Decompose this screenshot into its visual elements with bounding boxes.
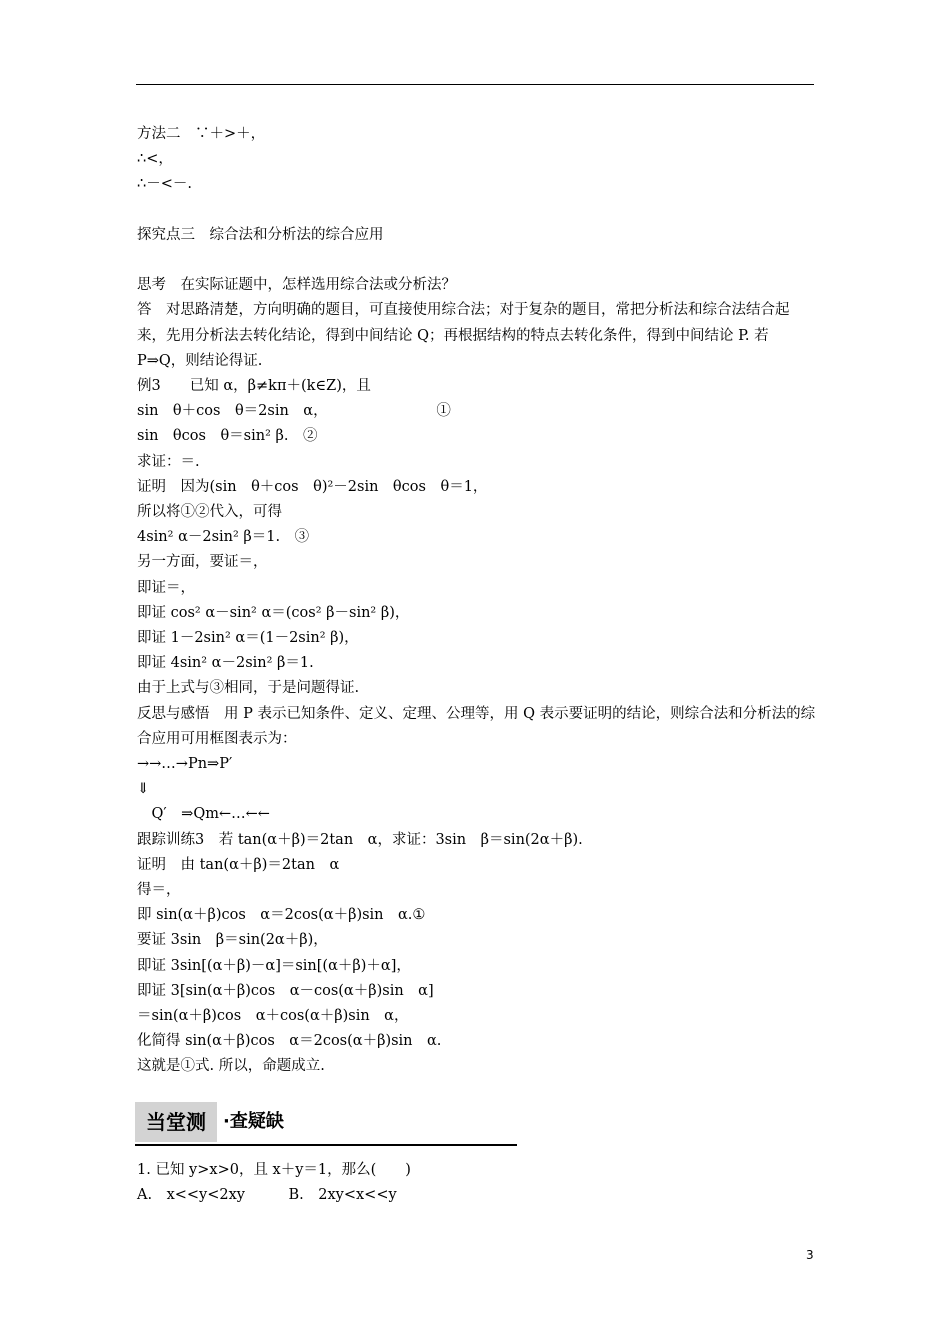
text-line: sin θcos θ＝sin² β. ② bbox=[137, 428, 318, 445]
example-3-block bbox=[137, 374, 817, 702]
text-line: ＝sin(α＋β)cos α＋cos(α＋β)sin α， bbox=[137, 1008, 409, 1025]
text-line: 要证 3sin β＝sin(2α＋β)， bbox=[137, 932, 328, 949]
text-line: sin θ＋cos θ＝2sin α， ① bbox=[137, 403, 451, 420]
text-line: 方法二 ∵＋>＋， bbox=[137, 126, 266, 142]
method-two-block bbox=[137, 122, 817, 198]
flow-diagram-line: Q′ ⇒Qm←…←← bbox=[137, 806, 270, 823]
text-line: 证明 因为(sin θ＋cos θ)²－2sin θcos θ＝1， bbox=[137, 478, 488, 495]
text-line: 即证 3[sin(α＋β)cos α－cos(α＋β)sin α] bbox=[137, 982, 434, 999]
flow-diagram-line: →→…→Pn⇒P′ bbox=[137, 756, 233, 773]
text-line: 即证 3sin[(α＋β)－α]＝sin[(α＋β)＋α]， bbox=[137, 957, 411, 974]
text-line: 即 sin(α＋β)cos α＝2cos(α＋β)sin α.① bbox=[137, 907, 426, 924]
text-line: ∴－<－. bbox=[137, 176, 192, 193]
text-line: 跟踪训练3 若 tan(α＋β)＝2tan α，求证：3sin β＝sin(2α＋β). bbox=[137, 831, 583, 848]
text-line: 所以将①②代入，可得 bbox=[137, 504, 282, 521]
text-line: 4sin² α－2sin² β＝1. ③ bbox=[137, 529, 310, 546]
section-title: 探究点三 综合法和分析法的综合应用 bbox=[137, 226, 384, 243]
text-line: 另一方面，要证＝， bbox=[137, 554, 268, 571]
text-line: 即证＝， bbox=[137, 579, 195, 596]
header-rule bbox=[136, 84, 814, 85]
text-line: 例3 已知 α，β≠kπ＋(k∈Z)，且 bbox=[137, 378, 371, 394]
flow-diagram-line: ⇓ bbox=[137, 781, 150, 798]
section-header-rule bbox=[135, 1144, 517, 1146]
text-line: 即证 1－2sin² α＝(1－2sin² β)， bbox=[137, 630, 359, 647]
text-line: 得＝， bbox=[137, 882, 181, 899]
text-line: 这就是①式. 所以，命题成立. bbox=[137, 1058, 325, 1075]
section-header-quiz bbox=[137, 1102, 517, 1146]
question-1-block bbox=[137, 1158, 817, 1208]
question-options: A. x<<y<2xy B. 2xy<x<<y bbox=[137, 1186, 397, 1203]
text-line: 即证 cos² α－sin² α＝(cos² β－sin² β)， bbox=[137, 604, 410, 621]
text-line: 即证 4sin² α－2sin² β＝1. bbox=[137, 655, 314, 672]
question-stem: 1. 已知 y>x>0，且 x＋y＝1，那么( ) bbox=[137, 1161, 411, 1178]
section-header-subtitle: ·查疑缺 bbox=[223, 1110, 284, 1132]
page-content bbox=[137, 122, 817, 1208]
training-3-block bbox=[137, 752, 817, 1080]
answer-paragraph: 答 对思路清楚，方向明确的题目，可直接使用综合法；对于复杂的题目，常把分析法和综合法结合起来，先用分析法去转化结论，得到中间结论 Q；再根据结构的特点去转化条件，得到中间结论 P. 若 P⇒Q，则结论得证. bbox=[137, 302, 790, 369]
page-number: 3 bbox=[806, 1248, 814, 1262]
text-line: 由于上式与③相同，于是问题得证. bbox=[137, 680, 360, 697]
text-line: 证明 由 tan(α＋β)＝2tan α bbox=[137, 856, 340, 873]
text-line: 求证：＝. bbox=[137, 453, 200, 470]
think-question: 思考 在实际证题中，怎样选用综合法或分析法？ bbox=[137, 277, 456, 294]
reflection-paragraph: 反思与感悟 用 P 表示已知条件、定义、定理、公理等，用 Q 表示要证明的结论，则综合法和分析法的综合应用可用框图表示为： bbox=[137, 705, 816, 747]
text-line: 化简得 sin(α＋β)cos α＝2cos(α＋β)sin α. bbox=[137, 1033, 442, 1050]
text-line: ∴<， bbox=[137, 151, 173, 168]
section-header-label: 当堂测 bbox=[135, 1102, 217, 1142]
